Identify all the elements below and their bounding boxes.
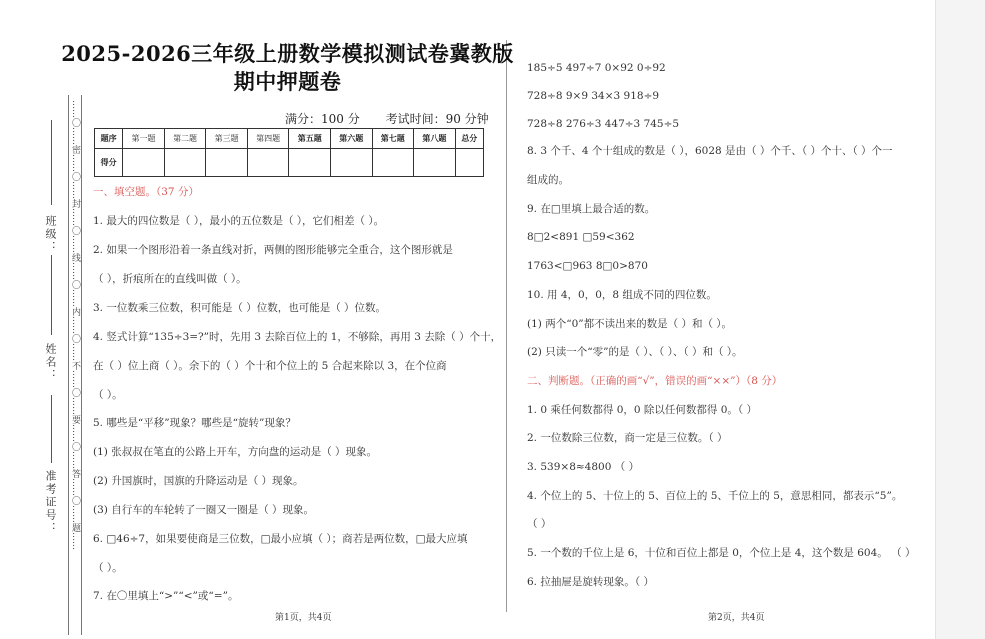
page-edge [935,0,985,639]
score-table-header: 第四题 [247,129,289,149]
question-line: 2. 如果一个图形沿着一条直线对折，两侧的图形能够完全重合，这个图形就是 [93,244,453,256]
question-line: 1. 最大的四位数是（ ），最小的五位数是（ ），它们相差（ ）。 [93,215,385,227]
score-cell [372,149,414,177]
exam-subtitle: 期中押题卷 [233,69,342,94]
question-line: 组成的。 [527,174,569,186]
exam-title: 2025-2026三年级上册数学模拟测试卷冀教版 [61,41,514,66]
score-table-header: 题序 [95,129,123,149]
page-footer-right: 第2页，共4页 [708,613,765,623]
score-table-header: 第一题 [123,129,165,149]
name-line [51,255,52,335]
question-line: 8□2<891 □59<362 [527,231,635,243]
question-line: （ ） [527,518,552,530]
score-table-header: 第八题 [414,129,456,149]
score-cell [247,149,289,177]
score-cell [123,149,165,177]
section-heading-true-false: 二、判断题。（正确的画“√”，错误的画“××”）（8 分） [527,375,783,387]
question-line: （ ）。 [93,562,123,574]
score-table-header: 第五题 [289,129,331,149]
question-line: (1) 张叔叔在笔直的公路上开车，方向盘的运动是（ ）现象。 [93,446,378,458]
seal-line-text: ……〇……密……〇……封……〇……线……〇……内……〇……不……〇……要……〇……答……〇……题…… [70,100,80,550]
section-heading-fill-blank: 一、填空题。（37 分） [93,186,199,198]
score-table-header: 第六题 [330,129,372,149]
class-label: 班级： [44,215,57,254]
score-table-header: 总分 [455,129,483,149]
exam-id-line [51,395,52,463]
score-cell [455,149,483,177]
question-line: 9. 在□里填上最合适的数。 [527,203,656,215]
score-time-line [285,110,511,127]
question-line: (3) 自行车的车轮转了一圈又一圈是（ ）现象。 [93,504,315,516]
comparison-row: 728÷8 276÷3 447÷3 745÷5 [527,118,680,130]
score-table-header: 第二题 [164,129,206,149]
score-table-header-row [95,129,484,149]
question-line: 6. □46÷7，如果要使商是三位数，□最小应填（ ）；商若是两位数，□最大应填 [93,533,468,545]
exam-time: 考试时间：90 分钟 [385,112,489,126]
comparison-row: 728÷8 9×9 34×3 918÷9 [527,90,660,102]
question-line: 5. 哪些是“平移”现象？哪些是“旋转”现象？ [93,417,296,429]
score-cell [330,149,372,177]
score-cell [414,149,456,177]
question-line: 7. 在〇里填上“>”“<”或“=”。 [93,590,239,602]
question-line: 3. 539×8≈4800 （ ） [527,461,640,473]
question-line: 8. 3 个千、4 个十组成的数是（ ），6028 是由（ ）个千、（ ）个十、（ ）个一 [527,145,893,157]
score-table [94,128,484,177]
question-line: (1) 两个“0”都不读出来的数是（ ）和（ ）。 [527,318,733,330]
exam-id-label: 准考证号： [44,470,57,535]
class-line [51,120,52,205]
question-line: （ ）。 [93,389,123,401]
score-table-header: 第七题 [372,129,414,149]
score-row-label: 得分 [95,149,123,177]
score-table-score-row [95,149,484,177]
score-cell [164,149,206,177]
question-line: 3. 一位数乘三位数，积可能是（ ）位数，也可能是（ ）位数。 [93,302,387,314]
question-line: 6. 拉抽屉是旋转现象。（ ） [527,576,654,588]
question-line: 1. 0 乘任何数都得 0，0 除以任何数都得 0。（ ） [527,404,758,416]
score-table-header: 第三题 [206,129,248,149]
question-line: 1763<□963 8□0>870 [527,260,648,272]
score-cell [289,149,331,177]
question-line: (2) 升国旗时，国旗的升降运动是（ ）现象。 [93,475,304,487]
question-line: 10. 用 4，0，0，8 组成不同的四位数。 [527,289,717,301]
comparison-row: 185÷5 497÷7 0×92 0÷92 [527,62,666,74]
name-label: 姓名： [44,343,57,382]
question-line: 5. 一个数的千位上是 6，十位和百位上都是 0，个位上是 4，这个数是 604。 （ ） [527,547,916,559]
score-cell [206,149,248,177]
question-line: 4. 个位上的 5、十位上的 5、百位上的 5、千位上的 5，意思相同，都表示“5”。 [527,490,903,502]
question-line: (2) 只读一个“零”的是（ ）、（ ）、（ ）和（ ）。 [527,346,743,358]
question-line: 4. 竖式计算“135÷3=?”时，先用 3 去除百位上的 1，不够除，再用 3 去除（ ）个十， [93,331,502,343]
question-line: 2. 一位数除三位数，商一定是三位数。（ ） [527,432,728,444]
question-line: （ ），折痕所在的直线叫做（ ）。 [93,273,247,285]
page-footer-left: 第1页，共4页 [275,613,332,623]
question-line: 在（ ）位上商（ ）。余下的（ ）个十和个位上的 5 合起来除以 3，在个位商 [93,360,447,372]
full-score: 满分：100 分 [285,112,360,126]
